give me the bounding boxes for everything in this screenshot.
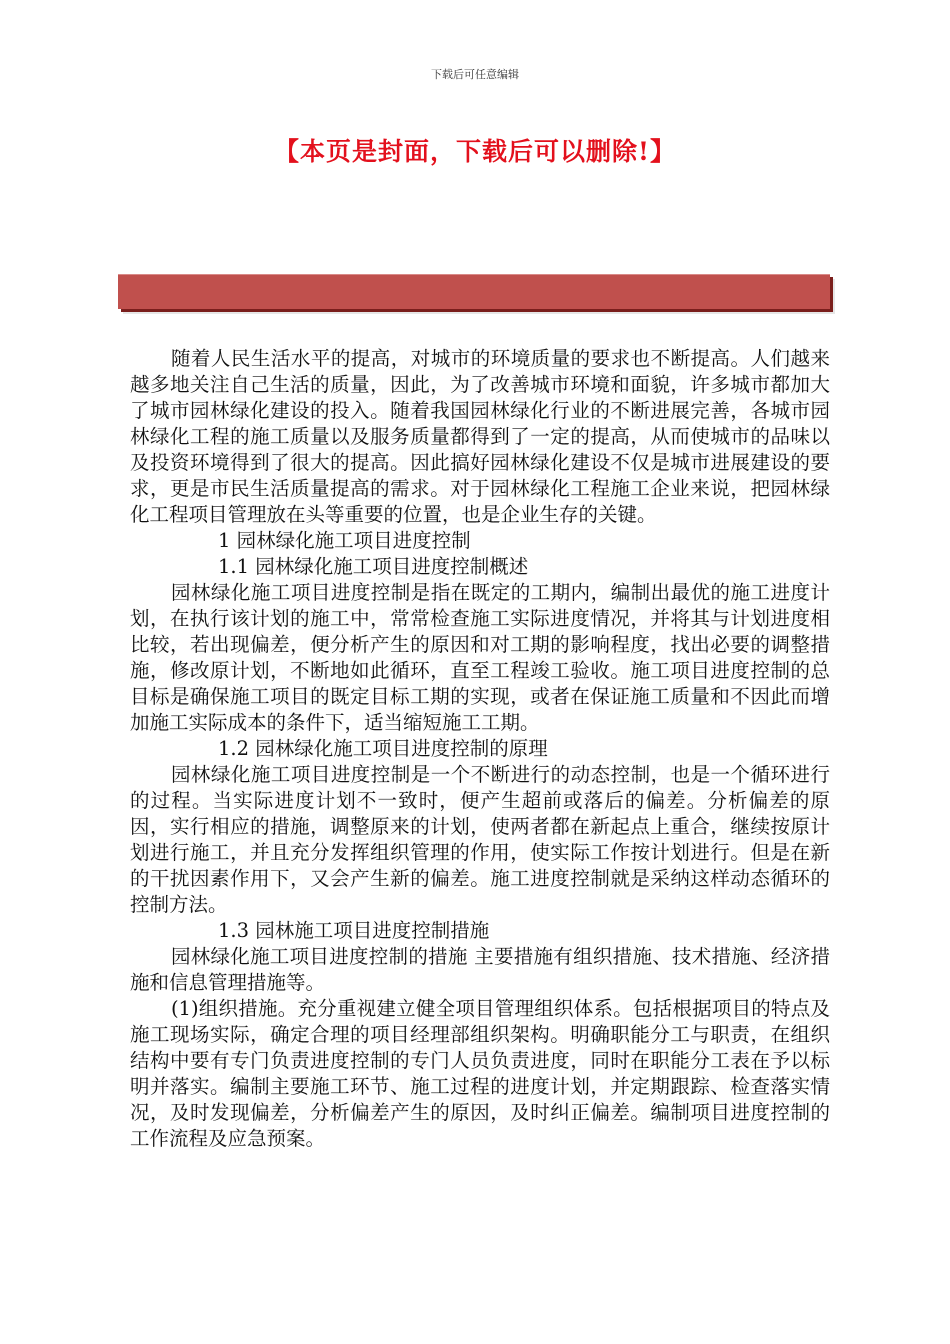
cover-notice: 【本页是封面，下载后可以删除!】 [274, 137, 676, 166]
section-heading: 1.3 园林施工项目进度控制措施 [218, 919, 490, 942]
paragraph: 随着人民生活水平的提高，对城市的环境质量的要求也不断提高。人们越来越多地关注自己生活的质量，因此，为了改善城市环境和面貌，许多城市都加大了城市园林绿化建设的投入。随着我国园林绿化行业的不断进展完善，各城市园林绿化工程的施工质量以及服务质量都得到了一定的提高，从而使城市的品味以及投资环境得到了很大的提高。因此搞好园林绿化建设不仅是城市进展建设的要求，更是市民生活质量提高的需求。对于园林绿化工程施工企业来说，把园林绿化工程项目管理放在头等重要的位置，也是企业生存的关键。 [130, 347, 830, 526]
header-note: 下载后可任意编辑 [431, 68, 519, 81]
paragraph: 园林绿化施工项目进度控制是一个不断进行的动态控制，也是一个循环进行的过程。当实际进度计划不一致时，便产生超前或落后的偏差。分析偏差的原因，实行相应的措施，调整原来的计划，使两者都在新起点上重合，继续按原计划进行施工，并且充分发挥组织管理的作用，使实际工作按计划进行。但是在新的干扰因素作用下，又会产生新的偏差。施工进度控制就是采纳这样动态循环的控制方法。 [130, 763, 830, 916]
paragraph: 园林绿化施工项目进度控制是指在既定的工期内，编制出最优的施工进度计划，在执行该计划的施工中，常常检查施工实际进度情况，并将其与计划进度相比较，若出现偏差，便分析产生的原因和对工期的影响程度，找出必要的调整措施，修改原计划，不断地如此循环，直至工程竣工验收。施工项目进度控制的总目标是确保施工项目的既定目标工期的实现，或者在保证施工质量和不因此而增加施工实际成本的条件下，适当缩短施工工期。 [130, 581, 830, 734]
section-heading: 1.2 园林绿化施工项目进度控制的原理 [218, 737, 548, 760]
paragraph: (1)组织措施。充分重视建立健全项目管理组织体系。包括根据项目的特点及施工现场实际，确定合理的项目经理部组织架构。明确职能分工与职责，在组织结构中要有专门负责进度控制的专门人员负责进度，同时在职能分工表在予以标明并落实。编制主要施工环节、施工过程的进度计划，并定期跟踪、检查落实情况，及时发现偏差，分析偏差产生的原因，及时纠正偏差。编制项目进度控制的工作流程及应急预案。 [130, 997, 830, 1150]
section-heading: 1 园林绿化施工项目进度控制 [218, 529, 471, 552]
document-body [130, 346, 830, 1152]
decorative-banner [118, 274, 830, 309]
paragraph: 园林绿化施工项目进度控制的措施 主要措施有组织措施、技术措施、经济措施和信息管理措施等。 [130, 945, 830, 994]
section-heading: 1.1 园林绿化施工项目进度控制概述 [218, 555, 529, 578]
